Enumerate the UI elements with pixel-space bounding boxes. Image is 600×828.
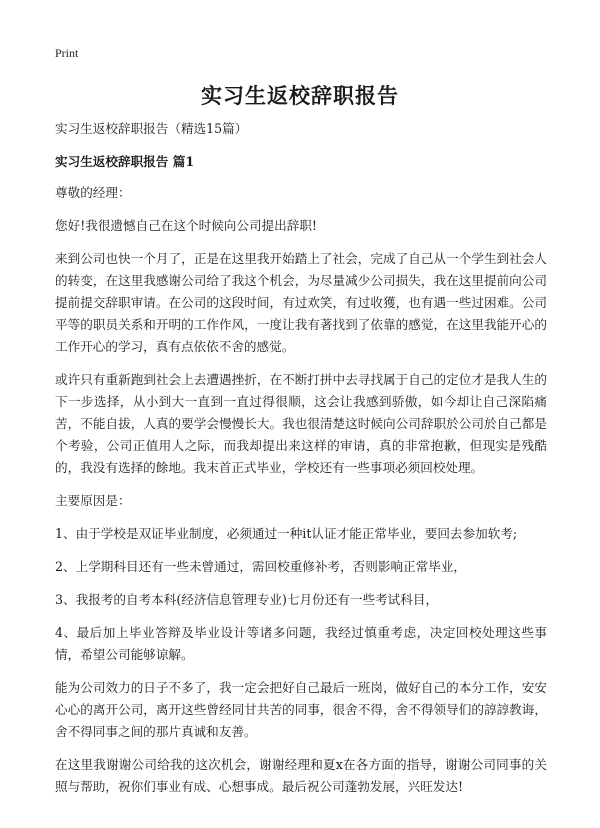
paragraph: 主要原因是：: [55, 493, 131, 508]
paragraph: 能为公司效力的日子不多了，我一定会把好自己最后一班岗，做好自己的本分工作，安安心心的离开公司，离开这些曾经同甘共苦的同事，很舍不得，舍不得领导们的諄諄教诲，舍不得同事之间的那片真诚和友善。: [55, 680, 547, 739]
page-title: 实习生返校辞职报告: [201, 83, 399, 108]
paragraph: 来到公司也快一个月了，正是在这里我开始踏上了社会，完成了自己从一个学生到社会人的转变，在这里我感谢公司给了我这个机会，为尽量减少公司损失，我在这里提前向公司提前提交辞职审请。在公司的这段时间，有过欢笑，有过收獲，也有遇一些过困难。公司平等的职员关系和开明的工作作风，一度让我有著找到了依靠的感觉，在这里我能开心的工作开心的学习，真有点依依不舍的感觉。: [55, 251, 547, 354]
list-item: 4、最后加上毕业答辩及毕业设计等诸多问题，我经过慎重考虑，决定回校处理这些事情，希望公司能够谅解。: [55, 625, 547, 662]
list-item: 1、由于学校是双证毕业制度，必须通过一种it认证才能正常毕业，要回去参加软考;: [55, 526, 518, 541]
list-item: 2、上学期科目还有一些未曾通过，需回校重修补考，否则影响正常毕业，: [55, 559, 467, 574]
paragraph: 您好!我很遗憾自己在这个时候向公司提出辞职!: [55, 218, 317, 233]
document-body: [55, 118, 547, 809]
paragraph: 在这里我谢谢公司给我的这次机会，谢谢经理和夏x在各方面的指导，谢谢公司同事的关照与帮助，祝你们事业有成、心想事成。最后祝公司蓬勃发展，兴旺发达!: [55, 757, 547, 794]
section-heading: 实习生返校辞职报告 篇1: [55, 154, 195, 169]
paragraph: 或许只有重新跑到社会上去遭遇挫折，在不断打拼中去寻找属于自己的定位才是我人生的下一步选择，从小到大一直到一直过得很顺，这会让我感到骄傲，如今却让自己深陷痛苦，不能自拔，人真的要学会慢慢长大。我也很清楚这时候向公司辞职於公司於自己都是个考验，公司正值用人之际，而我却提出来这样的审请，真的非常抱歉，但现实是残酷的，我没有选择的餘地。我末首正式毕业，学校还有一些事项必须回校处理。: [55, 372, 547, 475]
salutation: 尊敬的经理：: [55, 185, 131, 200]
print-link[interactable]: Print: [55, 46, 79, 60]
list-item: 3、我报考的自考本科(经济信息管理专业)七月份还有一些考试科目，: [55, 592, 439, 607]
document-subtitle: 实习生返校辞职报告（精选15篇）: [55, 121, 248, 136]
